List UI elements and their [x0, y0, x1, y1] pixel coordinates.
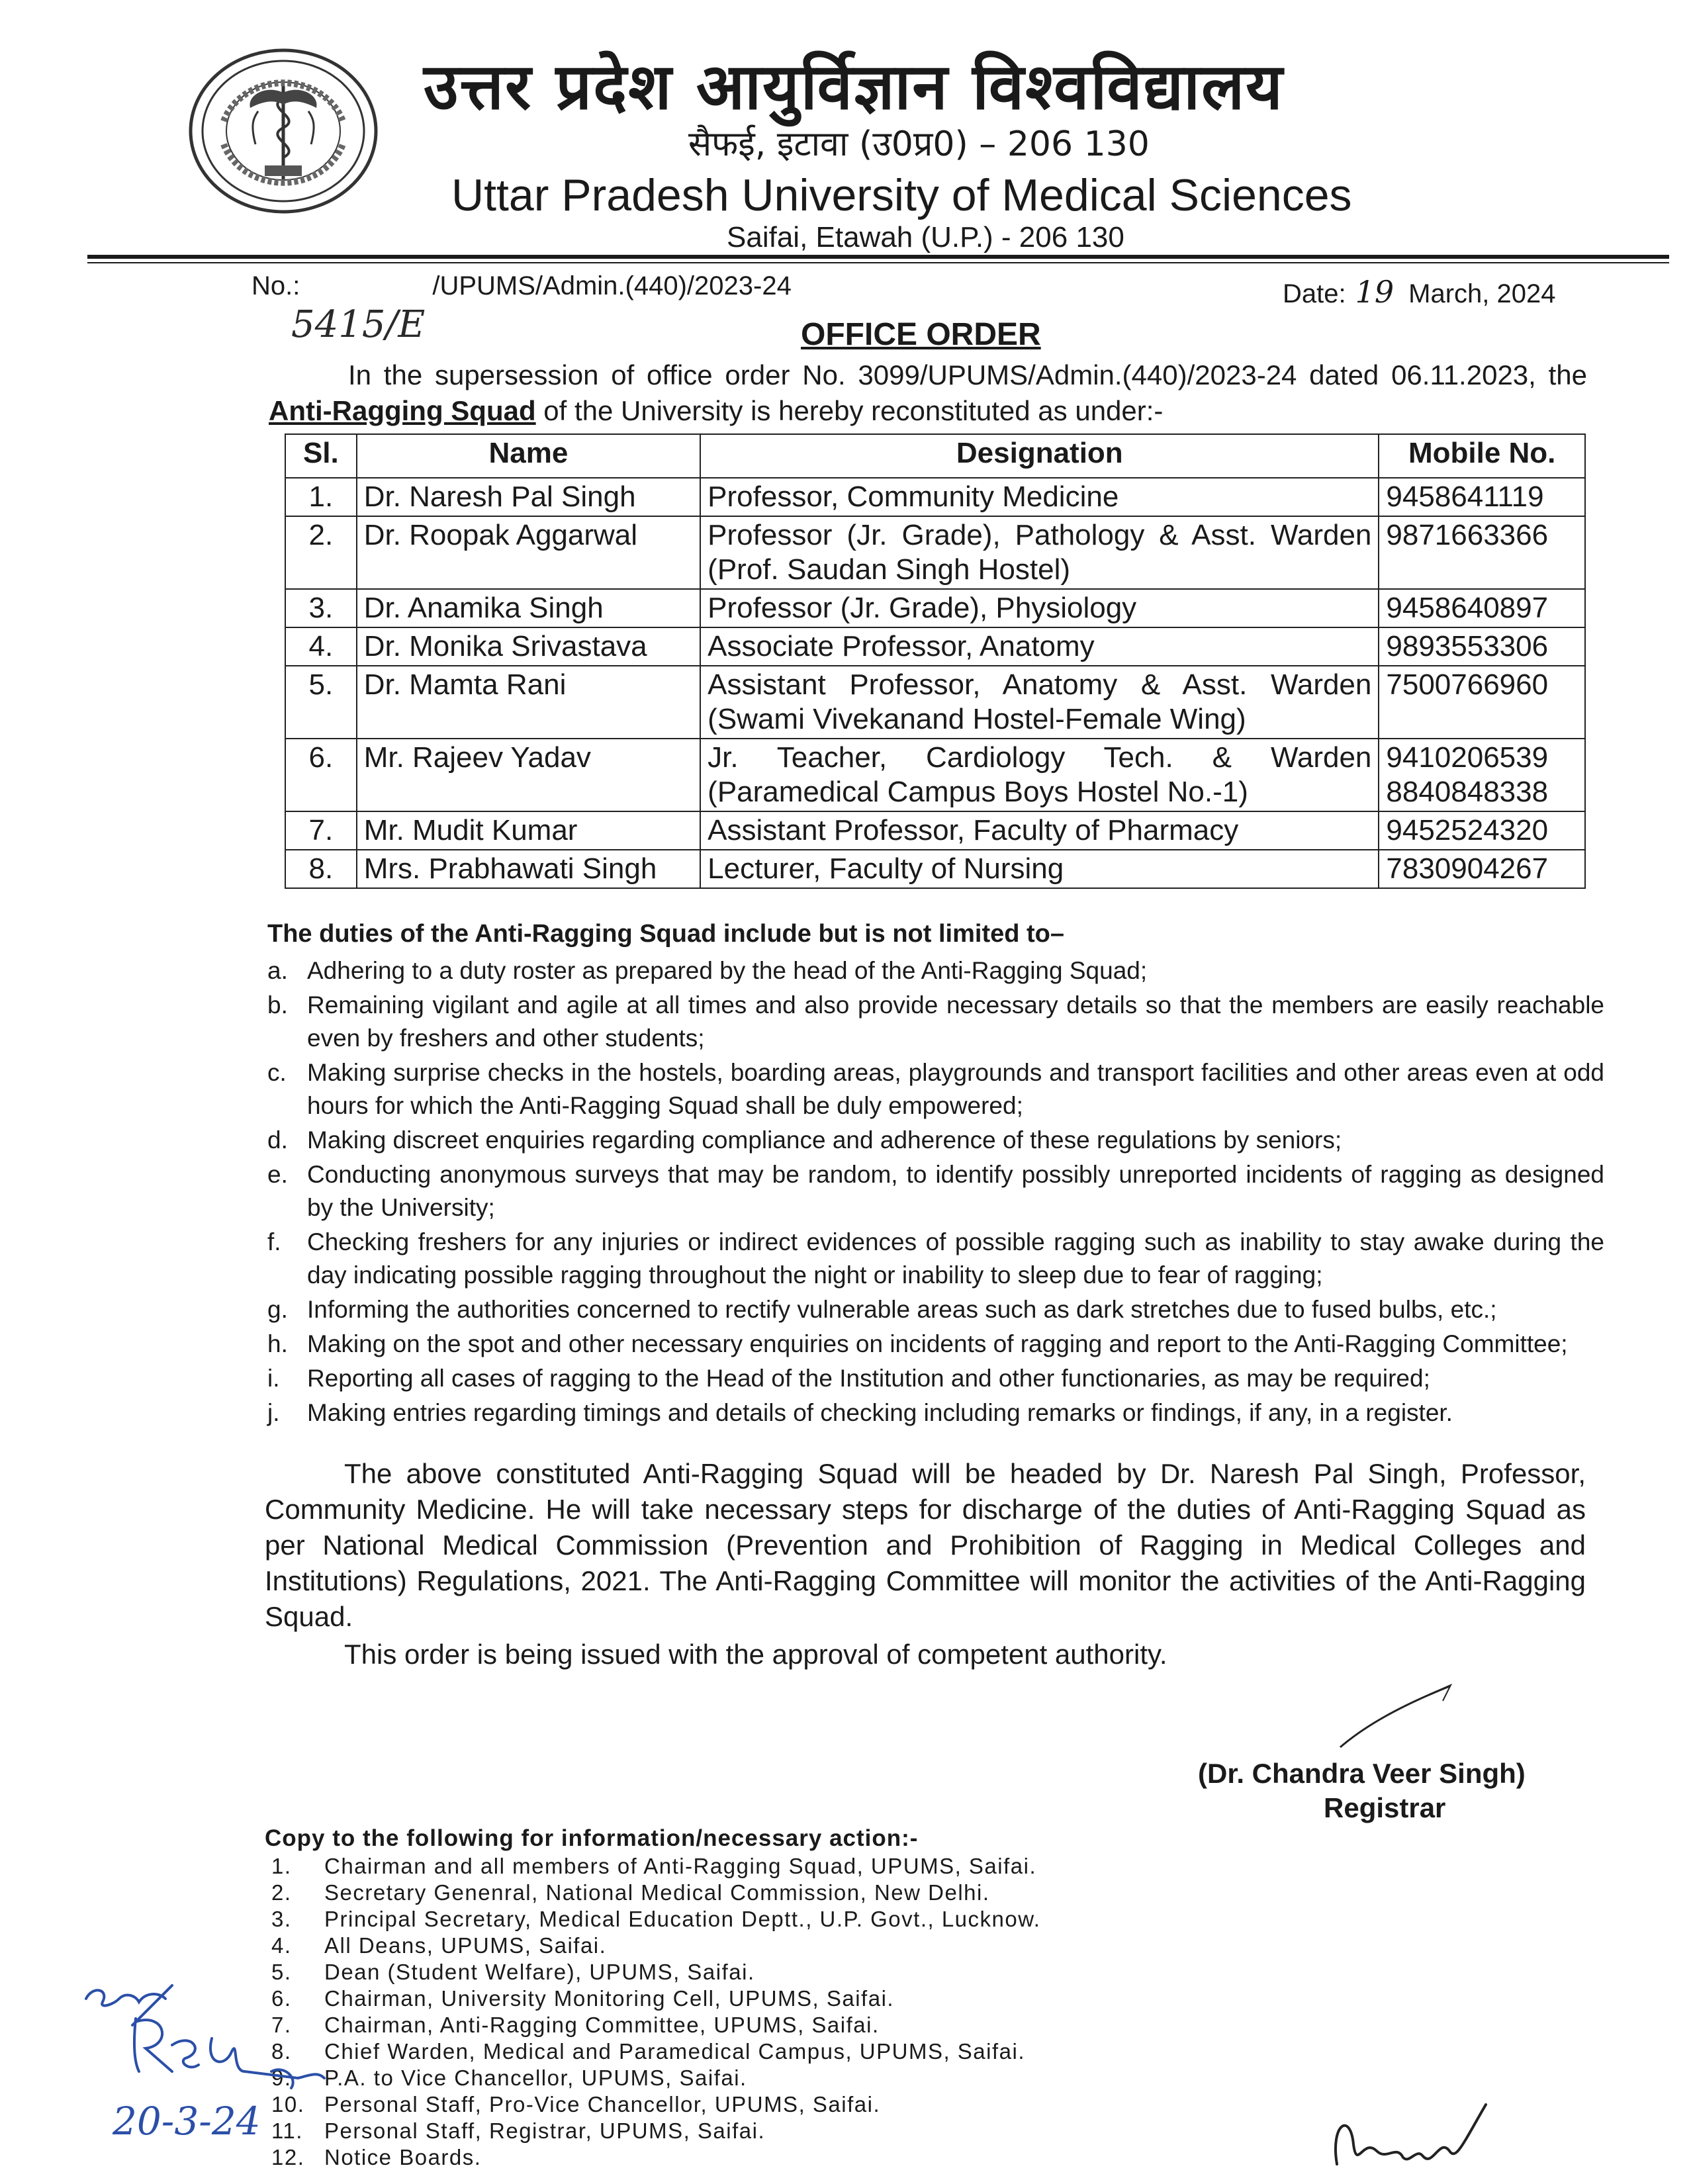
- cell-name: Dr. Naresh Pal Singh: [357, 478, 700, 516]
- date-day-handwritten: 19: [1355, 274, 1394, 310]
- table-row: [285, 478, 1585, 516]
- cell-name: Dr. Anamika Singh: [357, 589, 700, 627]
- copy-number: 5.: [271, 1960, 292, 1984]
- list-item: [271, 2012, 1040, 2038]
- copy-text: All Deans, UPUMS, Saifai.: [324, 1933, 607, 1958]
- cell-sl: 4.: [285, 627, 357, 666]
- header-name: Name: [357, 434, 700, 478]
- header-mobile: Mobile No.: [1379, 434, 1585, 478]
- list-item: [267, 1293, 1604, 1326]
- copy-number: 6.: [271, 1986, 292, 2011]
- copy-text: Personal Staff, Registrar, UPUMS, Saifai.: [324, 2118, 766, 2143]
- duties-list: [267, 954, 1604, 1431]
- cell-sl: 3.: [285, 589, 357, 627]
- header-designation: Designation: [700, 434, 1379, 478]
- cell-mobile: 9452524320: [1379, 811, 1585, 850]
- cell-sl: 1.: [285, 478, 357, 516]
- list-item: [271, 2118, 1040, 2144]
- copy-text: Chairman and all members of Anti-Ragging Squad, UPUMS, Saifai.: [324, 1854, 1037, 1878]
- duty-letter: e.: [267, 1161, 288, 1188]
- list-item: [267, 1226, 1604, 1292]
- cell-mobile: [1379, 739, 1585, 811]
- copy-number: 1.: [271, 1854, 292, 1878]
- cell-name: Mr. Rajeev Yadav: [357, 739, 700, 811]
- list-item: [267, 1362, 1604, 1395]
- date-label: Date:: [1283, 279, 1346, 308]
- university-seal-logo: [184, 45, 383, 217]
- table-header-row: [285, 434, 1585, 478]
- table-row: [285, 516, 1585, 589]
- list-item: [271, 2091, 1040, 2118]
- copy-to-heading: Copy to the following for information/necessary action:-: [265, 1825, 919, 1851]
- duty-letter: b.: [267, 991, 288, 1019]
- cell-mobile: 7500766960: [1379, 666, 1585, 739]
- reference-value: /UPUMS/Admin.(440)/2023-24: [432, 271, 792, 300]
- list-item: [271, 1853, 1040, 1880]
- registrar-signature: [1337, 1681, 1456, 1754]
- cell-designation: Jr. Teacher, Cardiology Tech. & Warden (Paramedical Campus Boys Hostel No.-1): [700, 739, 1379, 811]
- copy-number: 2.: [271, 1880, 292, 1905]
- duty-text: Reporting all cases of ragging to the Head of the Institution and other functionaries, as may be required;: [307, 1365, 1430, 1392]
- copy-text: Notice Boards.: [324, 2145, 482, 2169]
- duty-letter: h.: [267, 1330, 288, 1357]
- duty-letter: g.: [267, 1296, 288, 1323]
- cell-designation: Assistant Professor, Faculty of Pharmacy: [700, 811, 1379, 850]
- copy-number: 4.: [271, 1933, 292, 1958]
- duty-letter: f.: [267, 1228, 281, 1255]
- hindi-university-title: उत्तर प्रदेश आयुर्विज्ञान विश्वविद्यालय: [424, 50, 1284, 124]
- office-order-title: OFFICE ORDER: [801, 317, 1041, 352]
- mobile-secondary: 8840848338: [1386, 776, 1549, 808]
- duty-text: Checking freshers for any injuries or indirect evidences of possible ragging such as inability to stay awake during the day indicating possible ragging throughout the night or inability to sleep due to fear of ragging;: [307, 1228, 1604, 1289]
- date-month-year: March, 2024: [1408, 279, 1556, 308]
- english-university-title: Uttar Pradesh University of Medical Sciences: [451, 170, 1352, 220]
- handwritten-date: 20-3-24: [113, 2099, 261, 2144]
- cell-designation: Professor (Jr. Grade), Physiology: [700, 589, 1379, 627]
- duty-text: Making entries regarding timings and details of checking including remarks or findings, if any, in a register.: [307, 1399, 1453, 1426]
- duty-text: Conducting anonymous surveys that may be random, to identify possibly unreported incidents of ragging as designed by the University;: [307, 1161, 1604, 1221]
- header-rule-thick: [87, 255, 1669, 259]
- cell-mobile: 9893553306: [1379, 627, 1585, 666]
- copy-text: Secretary Genenral, National Medical Commission, New Delhi.: [324, 1880, 990, 1905]
- cell-sl: 5.: [285, 666, 357, 739]
- table-row: [285, 811, 1585, 850]
- cell-designation: Associate Professor, Anatomy: [700, 627, 1379, 666]
- cell-designation: Lecturer, Faculty of Nursing: [700, 850, 1379, 888]
- cell-name: Dr. Roopak Aggarwal: [357, 516, 700, 589]
- duty-letter: i.: [267, 1365, 280, 1392]
- copy-text: Dean (Student Welfare), UPUMS, Saifai.: [324, 1960, 755, 1984]
- header-sl: Sl.: [285, 434, 357, 478]
- table-row: [285, 666, 1585, 739]
- list-item: [271, 1880, 1040, 1906]
- copy-number: 9.: [271, 2066, 292, 2090]
- approval-paragraph: This order is being issued with the approval of competent authority.: [344, 1639, 1167, 1670]
- list-item: [267, 954, 1604, 987]
- duty-text: Making on the spot and other necessary enquiries on incidents of ragging and report to the Anti-Ragging Committee;: [307, 1330, 1568, 1357]
- copy-to-list: [271, 1853, 1040, 2171]
- duty-text: Informing the authorities concerned to rectify vulnerable areas such as dark stretches due to fused bulbs, etc.;: [307, 1296, 1497, 1323]
- list-item: [267, 1124, 1604, 1157]
- squad-head-text: The above constituted Anti-Ragging Squad will be headed by Dr. Naresh Pal Singh, Professor, Community Medicine. He will take necessary steps for discharge of the duties of Anti-Ragging Squad as per National Medical Commission (Prevention and Prohibition of Ragging in Medical Colleges and Institutions) Regulations, 2021. The Anti-Ragging Committee will monitor the activities of the Anti-Ragging Squad.: [265, 1458, 1586, 1632]
- order-date: [1283, 274, 1556, 310]
- cell-designation: Assistant Professor, Anatomy & Asst. Warden (Swami Vivekanand Hostel-Female Wing): [700, 666, 1379, 739]
- list-item: [271, 1933, 1040, 1959]
- duty-text: Making discreet enquiries regarding compliance and adherence of these regulations by seniors;: [307, 1126, 1342, 1154]
- list-item: [267, 1328, 1604, 1361]
- signatory-title: Registrar: [1324, 1792, 1446, 1823]
- intro-bold-squad: Anti-Ragging Squad: [269, 395, 536, 426]
- list-item: [267, 1158, 1604, 1224]
- copy-number: 7.: [271, 2013, 292, 2037]
- duty-text: Adhering to a duty roster as prepared by the head of the Anti-Ragging Squad;: [307, 957, 1148, 984]
- copy-number: 10.: [271, 2092, 305, 2116]
- copy-text: Principal Secretary, Medical Education Deptt., U.P. Govt., Lucknow.: [324, 1907, 1041, 1931]
- cell-mobile: 7830904267: [1379, 850, 1585, 888]
- squad-head-paragraph: [265, 1456, 1586, 1635]
- table-row: [285, 589, 1585, 627]
- copy-text: P.A. to Vice Chancellor, UPUMS, Saifai.: [324, 2066, 747, 2090]
- copy-text: Chief Warden, Medical and Paramedical Campus, UPUMS, Saifai.: [324, 2039, 1026, 2064]
- cell-mobile: 9871663366: [1379, 516, 1585, 589]
- list-item: [267, 1396, 1604, 1430]
- cell-sl: 8.: [285, 850, 357, 888]
- intro-paragraph: [269, 357, 1587, 429]
- copy-number: 8.: [271, 2039, 292, 2064]
- duty-letter: d.: [267, 1126, 288, 1154]
- list-item: [271, 1906, 1040, 1933]
- copy-number: 11.: [271, 2118, 303, 2143]
- english-address: Saifai, Etawah (U.P.) - 206 130: [727, 221, 1124, 253]
- cell-sl: 7.: [285, 811, 357, 850]
- cell-name: Mr. Mudit Kumar: [357, 811, 700, 850]
- list-item: [271, 1959, 1040, 1985]
- list-item: [271, 2065, 1040, 2091]
- reference-number: [251, 271, 792, 301]
- copy-text: Chairman, University Monitoring Cell, UPUMS, Saifai.: [324, 1986, 895, 2011]
- cell-sl: 6.: [285, 739, 357, 811]
- handwritten-reference-number: 5415/E: [291, 303, 426, 346]
- cell-name: Dr. Mamta Rani: [357, 666, 700, 739]
- partial-signature: [1324, 2085, 1496, 2177]
- duty-letter: j.: [267, 1399, 280, 1426]
- duty-letter: a.: [267, 957, 288, 984]
- hindi-address: सैफई, इटावा (उ0प्र0) – 206 130: [688, 124, 1150, 164]
- list-item: [271, 1985, 1040, 2012]
- cell-sl: 2.: [285, 516, 357, 589]
- squad-members-table: [285, 433, 1586, 889]
- handwritten-blue-initials: [73, 1972, 351, 2144]
- cell-name: Mrs. Prabhawati Singh: [357, 850, 700, 888]
- list-item: [271, 2038, 1040, 2065]
- table-row: [285, 627, 1585, 666]
- reference-label: No.:: [251, 271, 300, 300]
- duties-heading: The duties of the Anti-Ragging Squad include but is not limited to–: [267, 920, 1064, 948]
- table-row: [285, 850, 1585, 888]
- list-item: [267, 1056, 1604, 1122]
- cell-mobile: 9458641119: [1379, 478, 1585, 516]
- copy-number: 3.: [271, 1907, 292, 1931]
- intro-text-2: of the University is hereby reconstituted as under:-: [535, 395, 1164, 426]
- table-row: [285, 739, 1585, 811]
- copy-text: Chairman, Anti-Ragging Committee, UPUMS, Saifai.: [324, 2013, 880, 2037]
- copy-text: Personal Staff, Pro-Vice Chancellor, UPUMS, Saifai.: [324, 2092, 881, 2116]
- cell-mobile: 9458640897: [1379, 589, 1585, 627]
- duty-letter: c.: [267, 1059, 287, 1086]
- duty-text: Remaining vigilant and agile at all times and also provide necessary details so that the members are easily reachable even by freshers and other students;: [307, 991, 1604, 1052]
- cell-name: Dr. Monika Srivastava: [357, 627, 700, 666]
- intro-text-1: In the supersession of office order No. 3099/UPUMS/Admin.(440)/2023-24 dated 06.11.2023, the: [348, 359, 1587, 390]
- duty-text: Making surprise checks in the hostels, boarding areas, playgrounds and transport facilities and other areas even at odd hours for which the Anti-Ragging Squad shall be duly empowered;: [307, 1059, 1604, 1119]
- signatory-name: (Dr. Chandra Veer Singh): [1198, 1758, 1526, 1789]
- cell-designation: Professor (Jr. Grade), Pathology & Asst. Warden (Prof. Saudan Singh Hostel): [700, 516, 1379, 589]
- cell-designation: Professor, Community Medicine: [700, 478, 1379, 516]
- mobile-primary: 9410206539: [1386, 741, 1549, 774]
- copy-number: 12.: [271, 2145, 305, 2169]
- list-item: [271, 2144, 1040, 2171]
- list-item: [267, 989, 1604, 1055]
- header-rule-thin: [87, 262, 1669, 263]
